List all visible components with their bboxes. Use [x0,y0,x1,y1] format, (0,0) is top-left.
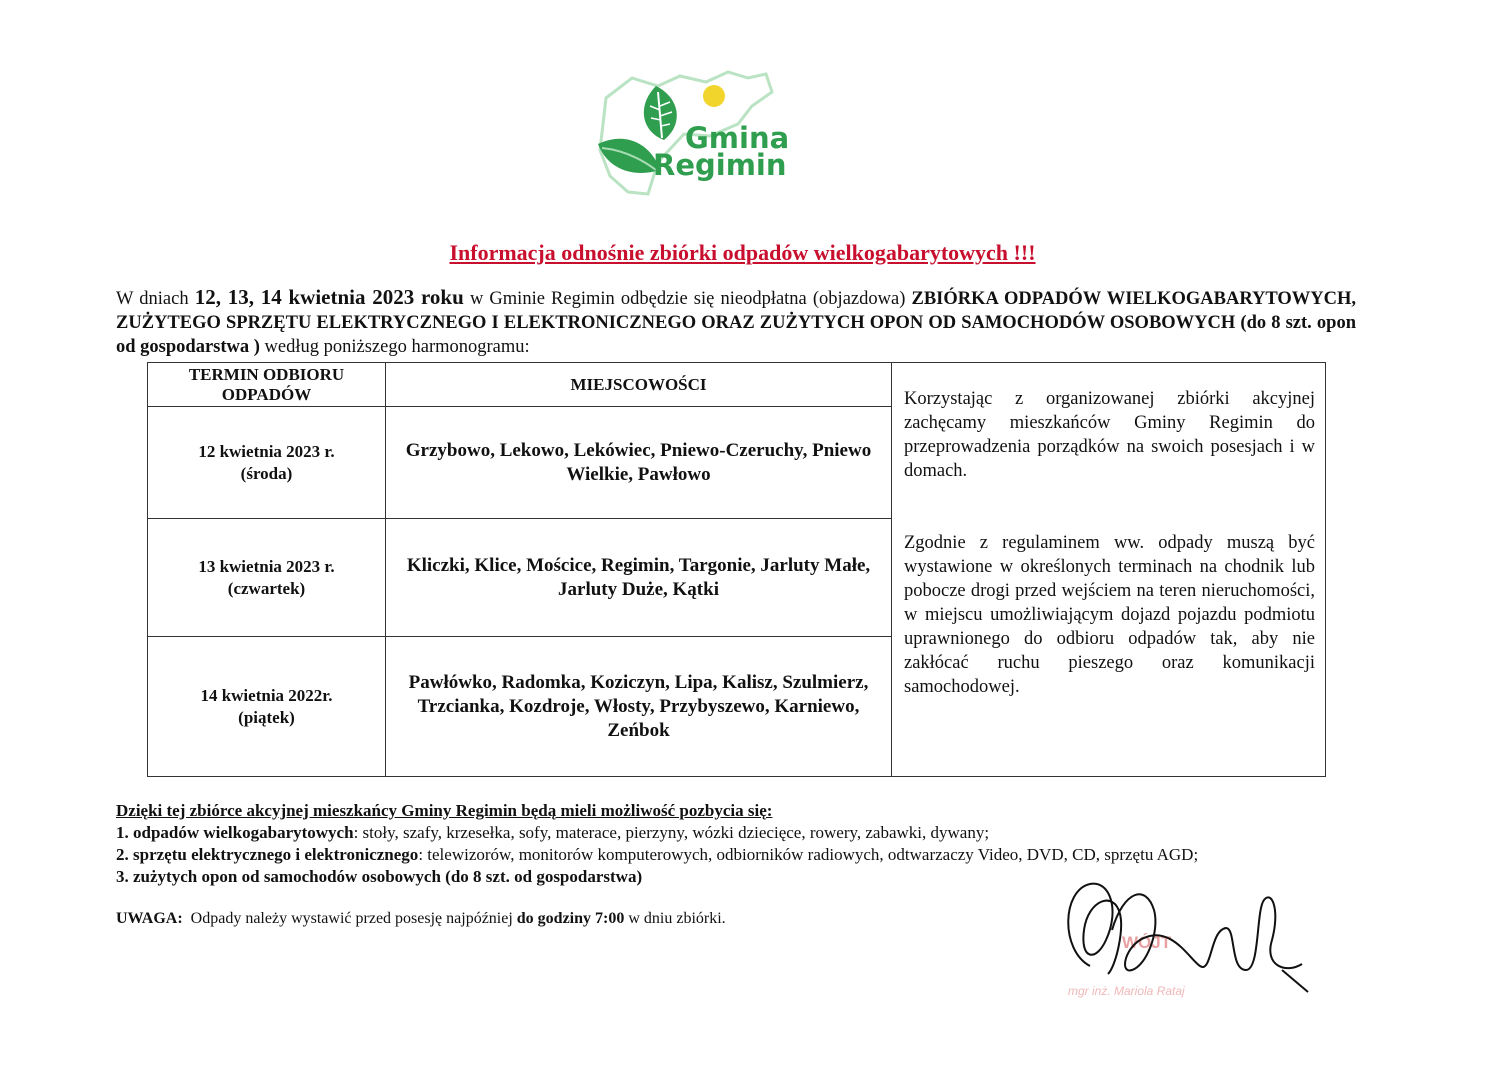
intro-paragraph [116,285,1356,359]
warning-note [116,910,726,928]
info-notes [892,363,1326,777]
item-heading: 1. odpadów wielkogabarytowych [116,823,354,842]
stamp-name: mgr inż. Mariola Rataj [1068,984,1185,998]
schedule-table [147,362,1326,777]
row-date [148,637,386,777]
warning-label: UWAGA: [116,910,183,927]
warning-time: do godziny 7:00 [516,910,625,927]
stamp-role: WÓJT [1122,933,1172,952]
logo-text-regimin: Regimin [653,148,787,182]
intro-middle: w Gminie Regimin odbędzie się nieodpłatna (objazdowa) [469,289,906,309]
logo-text-gmina: Gmina [685,121,790,155]
table-header-row [148,363,1326,407]
row-date-value: 14 kwietnia 2022r. [200,685,333,705]
list-item [116,822,1366,844]
note-encouragement: Korzystając z organizowanej zbiórki akcyjnej zachęcamy mieszkańców Gminy Regimin do przeprowadzenia porządków na swoich posesjach i w domach. [904,389,1315,481]
intro-dates: 12, 13, 14 kwietnia 2023 roku [194,285,464,309]
note-rules: Zgodnie z regulaminem ww. odpady muszą być wystawione w określonych terminach na chodnik lub pobocze drogi przed wejściem na teren nieruchomości, w miejscu umożliwiającym dojazd pojazdu podmiotu uprawnionego do odbioru odpadów tak, aby nie zakłócać ruchu pieszego oraz komunikacji samochodowej. [904,533,1315,697]
row-date [148,407,386,519]
item-text: : telewizorów, monitorów komputerowych, odbiorników radiowych, odtwarzaczy Video, DVD, CD, sprzętu AGD; [418,845,1199,864]
row-weekday: (piątek) [238,707,295,727]
warning-text: Odpady należy wystawić przed posesję najpóźniej [190,910,513,927]
row-date [148,519,386,637]
row-places: Kliczki, Klice, Mościce, Regimin, Targonie, Jarluty Małe, Jarluty Duże, Kątki [386,519,892,637]
item-text: : stoły, szafy, krzesełka, sofy, materace, pierzyny, wózki dziecięce, rowery, zabawki, dywany; [353,823,990,842]
header-places: MIEJSCOWOŚCI [386,363,892,407]
intro-end: według poniższego harmonogramu: [264,337,530,357]
row-places: Grzybowo, Lekowo, Lekówiec, Pniewo-Czeruchy, Pniewo Wielkie, Pawłowo [386,407,892,519]
item-heading: 2. sprzętu elektrycznego i elektronicznego [116,845,419,864]
list-item [116,844,1366,866]
row-date-value: 12 kwietnia 2023 r. [198,441,335,461]
signature-stamp [1050,870,1320,1005]
row-weekday: (czwartek) [227,578,306,598]
benefits-lead: Dzięki tej zbiórce akcyjnej mieszkańcy Gminy Regimin będą mieli możliwość pozbycia się: [116,801,773,820]
row-weekday: (środa) [240,463,293,483]
intro-collection-type: ZBIÓRKA ODPADÓW WIELKOGABARYTOWYCH, ZUŻYTEGO SPRZĘTU ELEKTRYCZNEGO I ELEKTRONICZNEGO ORAZ ZUŻYTYCH OPON OD SAMOCHODÓW OSOBOWYCH (do 8 szt. opon od gospodarstwa ) [116,289,1357,357]
header-date: TERMIN ODBIORU ODPADÓW [148,363,386,407]
warning-tail: w dniu zbiórki. [628,910,726,927]
row-places: Pawłówko, Radomka, Koziczyn, Lipa, Kalisz, Szulmierz, Trzcianka, Kozdroje, Włosty, Przybyszewo, Karniewo, Zeńbok [386,637,892,777]
intro-start: W dniach [116,289,189,309]
page-title: Informacja odnośnie zbiórki odpadów wielkogabarytowych !!! [449,240,1036,265]
item-heading: 3. zużytych opon od samochodów osobowych (do 8 szt. od gospodarstwa) [116,867,643,886]
row-date-value: 13 kwietnia 2023 r. [198,556,335,576]
